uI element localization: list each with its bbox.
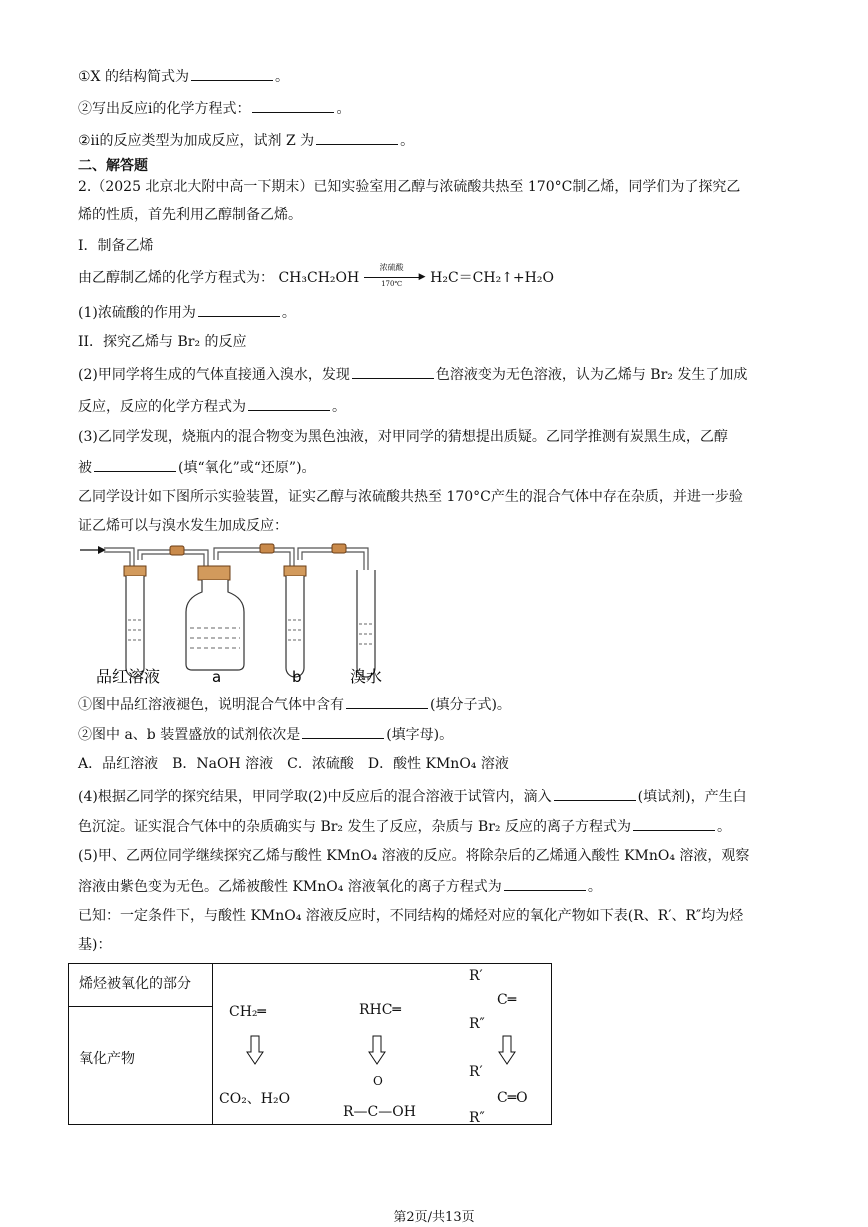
q1-subitem-1: ①X 的结构简式为 。 xyxy=(78,66,289,87)
apparatus-diagram xyxy=(78,540,558,688)
known-info-cont: 基)： xyxy=(78,937,112,953)
test-tube-bromine-water xyxy=(357,570,375,677)
answer-blank[interactable] xyxy=(198,302,280,317)
question-2-part-1: (1)浓硫酸的作用为 。 xyxy=(78,302,296,323)
rubber-connector xyxy=(332,544,346,553)
cell-r-double-prime: R″ xyxy=(469,1016,485,1032)
page-footer: 第2页/共13页 xyxy=(393,1210,475,1225)
cell-r-prime-product: R′ xyxy=(469,1064,483,1080)
q1-subitem-2: ②写出反应i的化学方程式： 。 xyxy=(78,98,350,119)
cell-ch2: CH₂═ xyxy=(229,1004,266,1020)
section-heading: 二、解答题 xyxy=(78,158,148,174)
question-2-stem-cont: 烯的性质，首先利用乙醇制备乙烯。 xyxy=(78,207,302,223)
answer-blank[interactable] xyxy=(248,396,330,411)
apparatus-intro: 乙同学设计如下图所示实验装置，证实乙醇与浓硫酸共热至 170°C产生的混合气体中存在杂质，并进一步验 xyxy=(78,489,743,505)
part-1-heading: I．制备乙烯 xyxy=(78,238,154,254)
down-arrow-icon xyxy=(499,1036,515,1064)
cell-r-prime: R′ xyxy=(469,968,483,984)
cell-co2-h2o: CO₂、H₂O xyxy=(219,1091,291,1107)
label-pinkred-solution: 品红溶液 xyxy=(96,667,161,686)
part-2-heading: II．探究乙烯与 Br₂ 的反应 xyxy=(78,334,247,350)
question-2-part-5-cont: 溶液由紫色变为无色。乙烯被酸性 KMnO₄ 溶液氧化的离子方程式为 。 xyxy=(78,876,602,897)
cell-c-double: C═ xyxy=(497,992,517,1008)
reaction-arrow: 浓硫酸 ▶ 170℃ xyxy=(364,268,426,288)
question-2-part-5: (5)甲、乙两位同学继续探究乙烯与酸性 KMnO₄ 溶液的反应。将除杂后的乙烯通入酸性 KMnO₄ 溶液，观察 xyxy=(78,848,750,864)
answer-options: A．品红溶液 B．NaOH 溶液 C．浓硫酸 D．酸性 KMnO₄ 溶液 xyxy=(78,756,509,772)
down-arrow-icon xyxy=(369,1036,385,1064)
cell-r-double-prime-product: R″ xyxy=(469,1110,485,1123)
answer-blank[interactable] xyxy=(191,66,273,81)
answer-blank[interactable] xyxy=(316,130,398,145)
answer-blank[interactable] xyxy=(554,786,636,801)
cell-ketone: C═O xyxy=(497,1090,528,1106)
known-info: 已知：一定条件下，与酸性 KMnO₄ 溶液反应时，不同结构的烯烃对应的氧化产物如下表(R、R′、R″均为烃 xyxy=(78,908,744,924)
cell-carbonyl-o: O xyxy=(373,1074,383,1088)
answer-blank[interactable] xyxy=(633,816,715,831)
label-bromine-water: 溴水 xyxy=(350,667,383,686)
question-2-part-3: (3)乙同学发现，烧瓶内的混合物变为黑色浊液，对甲同学的猜想提出质疑。乙同学推测有炭黑生成，乙醇 xyxy=(78,429,728,445)
question-2-part-2-cont: 反应，反应的化学方程式为 。 xyxy=(78,396,346,417)
answer-blank[interactable] xyxy=(346,694,428,709)
question-2-item-2: ②图中 a、b 装置盛放的试剂依次是 (填字母)。 xyxy=(78,724,453,745)
ethanol-dehydration-equation: 由乙醇制乙烯的化学方程式为： CH₃CH₂OH 浓硫酸 ▶ 170℃ H₂C＝CH₂↑+H₂O xyxy=(78,263,554,288)
question-2-part-2: (2)甲同学将生成的气体直接通入溴水，发现 色溶液变为无色溶液，认为乙烯与 Br₂ 发生了加成 xyxy=(78,364,747,385)
label-a: a xyxy=(212,668,222,686)
q1-subitem-3: ②ii的反应类型为加成反应，试剂 Z 为 。 xyxy=(78,130,414,151)
table-row-header-products: 氧化产物 xyxy=(79,1051,135,1067)
oxidation-table xyxy=(68,963,552,1125)
answer-blank[interactable] xyxy=(94,457,176,472)
answer-blank[interactable] xyxy=(352,364,434,379)
apparatus-intro-cont: 证乙烯可以与溴水发生加成反应： xyxy=(78,518,288,534)
cell-carboxylic-acid: R—C—OH xyxy=(343,1104,416,1120)
answer-blank[interactable] xyxy=(302,724,384,739)
label-b: b xyxy=(292,668,302,686)
table-row-header-oxidized-part: 烯烃被氧化的部分 xyxy=(79,976,191,992)
question-2-stem: 2.（2025 北京北大附中高一下期末）已知实验室用乙醇与浓硫酸共热至 170°C制乙烯，同学们为了探究乙 xyxy=(78,179,741,195)
cell-rhc: RHC═ xyxy=(359,1002,401,1018)
test-tube-b xyxy=(284,566,306,677)
question-2-item-1: ①图中品红溶液褪色，说明混合气体中含有 (填分子式)。 xyxy=(78,694,511,715)
answer-blank[interactable] xyxy=(252,98,334,113)
question-2-part-4: (4)根据乙同学的探究结果，甲同学取(2)中反应后的混合溶液于试管内，滴入 (填试剂)，产生白 xyxy=(78,786,747,807)
question-2-part-4-cont: 色沉淀。证实混合气体中的杂质确实与 Br₂ 发生了反应，杂质与 Br₂ 反应的离子方程式为 。 xyxy=(78,816,731,837)
gas-inlet-arrow xyxy=(80,546,106,554)
question-2-part-3-cont: 被 (填“氧化”或“还原”)。 xyxy=(78,457,316,478)
down-arrow-icon xyxy=(247,1036,263,1064)
test-tube-pinkred xyxy=(124,566,146,677)
answer-blank[interactable] xyxy=(504,876,586,891)
rubber-connector xyxy=(170,546,184,555)
gas-washing-bottle-a xyxy=(186,566,244,670)
rubber-connector xyxy=(260,544,274,553)
